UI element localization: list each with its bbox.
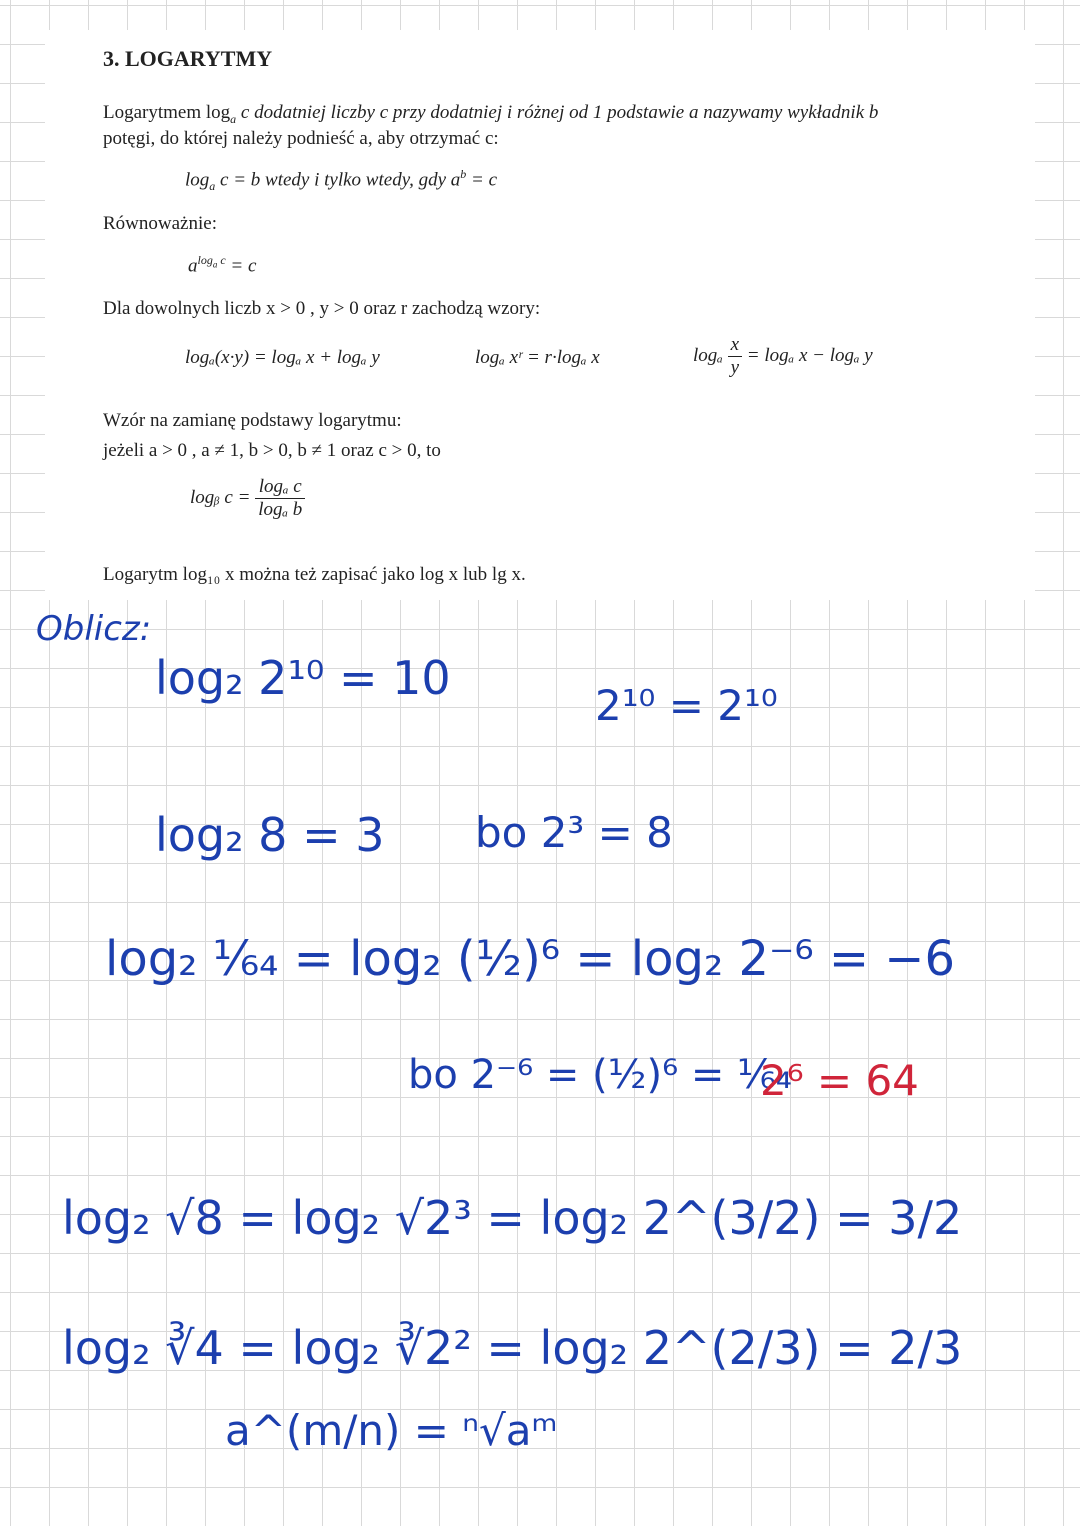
log10-note: Logarytm log₁₀ x można też zapisać jako log x lub lg x. [103,564,526,585]
formula-mid: c = b wtedy i tylko wtedy, gdy a [220,169,461,191]
formula-exp: b [460,167,467,181]
handwritten-root-rule: a^(m/n) = ⁿ√aᵐ [225,1406,558,1455]
cob-num: logₐ c [255,476,305,499]
quotient-num: x [728,334,742,357]
definition-line-2: potęgi, do której należy podnieść a, aby otrzymać c: [103,128,499,149]
handwritten-heading: Oblicz: [36,609,152,649]
handwritten-example-4: log₂ √8 = log₂ √2³ = log₂ 2^(3/2) = 3/2 [62,1191,963,1245]
eq-base: a [188,255,198,277]
formula-base: a [209,179,216,194]
formula-end: = c [466,169,498,191]
cob-den: logₐ b [258,499,303,520]
change-of-base-condition: jeżeli a > 0 , a ≠ 1, b > 0, b ≠ 1 oraz c > 0, to [103,440,441,461]
eq-rhs: = c [225,255,257,277]
definition-text-start: Logarytmem log [103,102,231,123]
rule-quotient [693,334,873,379]
eq-exp-arg: c [220,253,226,267]
cob-lhs: logᵦ c = [190,486,251,508]
formula-log: log [185,169,210,191]
handwritten-example-3: log₂ ¹⁄₆₄ = log₂ (½)⁶ = log₂ 2⁻⁶ = −6 [105,931,956,987]
handwritten-example-1-check: 2¹⁰ = 2¹⁰ [595,681,778,730]
rules-intro: Dla dowolnych liczb x > 0 , y > 0 oraz r zachodzą wzory: [103,298,541,319]
rule-power: logₐ xʳ = r·logₐ x [475,347,600,368]
quotient-fraction [728,334,742,379]
change-of-base-formula [190,476,305,521]
handwritten-example-3-note: 2⁶ = 64 [760,1056,919,1105]
definition-text-rest: c dodatniej liczby c przy dodatniej i różnej od 1 podstawie a nazywamy wykładnik b [240,102,879,123]
handwritten-example-2: log₂ 8 = 3 [155,808,385,862]
quotient-lhs: logₐ [693,344,723,366]
rule-product: logₐ(x·y) = logₐ x + logₐ y [185,347,380,368]
section-title: 3. LOGARYTMY [103,46,273,71]
handwritten-example-2-check: bo 2³ = 8 [475,808,673,857]
definition-line-1 [103,102,878,127]
handwritten-example-3-check: bo 2⁻⁶ = (½)⁶ = ¹⁄₆₄ [408,1052,792,1098]
quotient-rhs: = logₐ x − logₐ y [746,344,873,366]
equivalent-formula [188,253,256,277]
definition-base: a [230,111,237,126]
definition-formula [185,167,497,194]
handwritten-example-1: log₂ 2¹⁰ = 10 [155,651,451,705]
change-of-base-title: Wzór na zamianę podstawy logarytmu: [103,410,402,431]
handwritten-example-5: log₂ ∛4 = log₂ ∛2² = log₂ 2^(2/3) = 2/3 [62,1321,963,1375]
eq-exp-base: a [212,259,218,270]
cob-fraction [255,476,305,521]
eq-exp-log: log [197,253,213,267]
quotient-den: y [730,357,740,378]
equivalently-label: Równoważnie: [103,213,217,234]
